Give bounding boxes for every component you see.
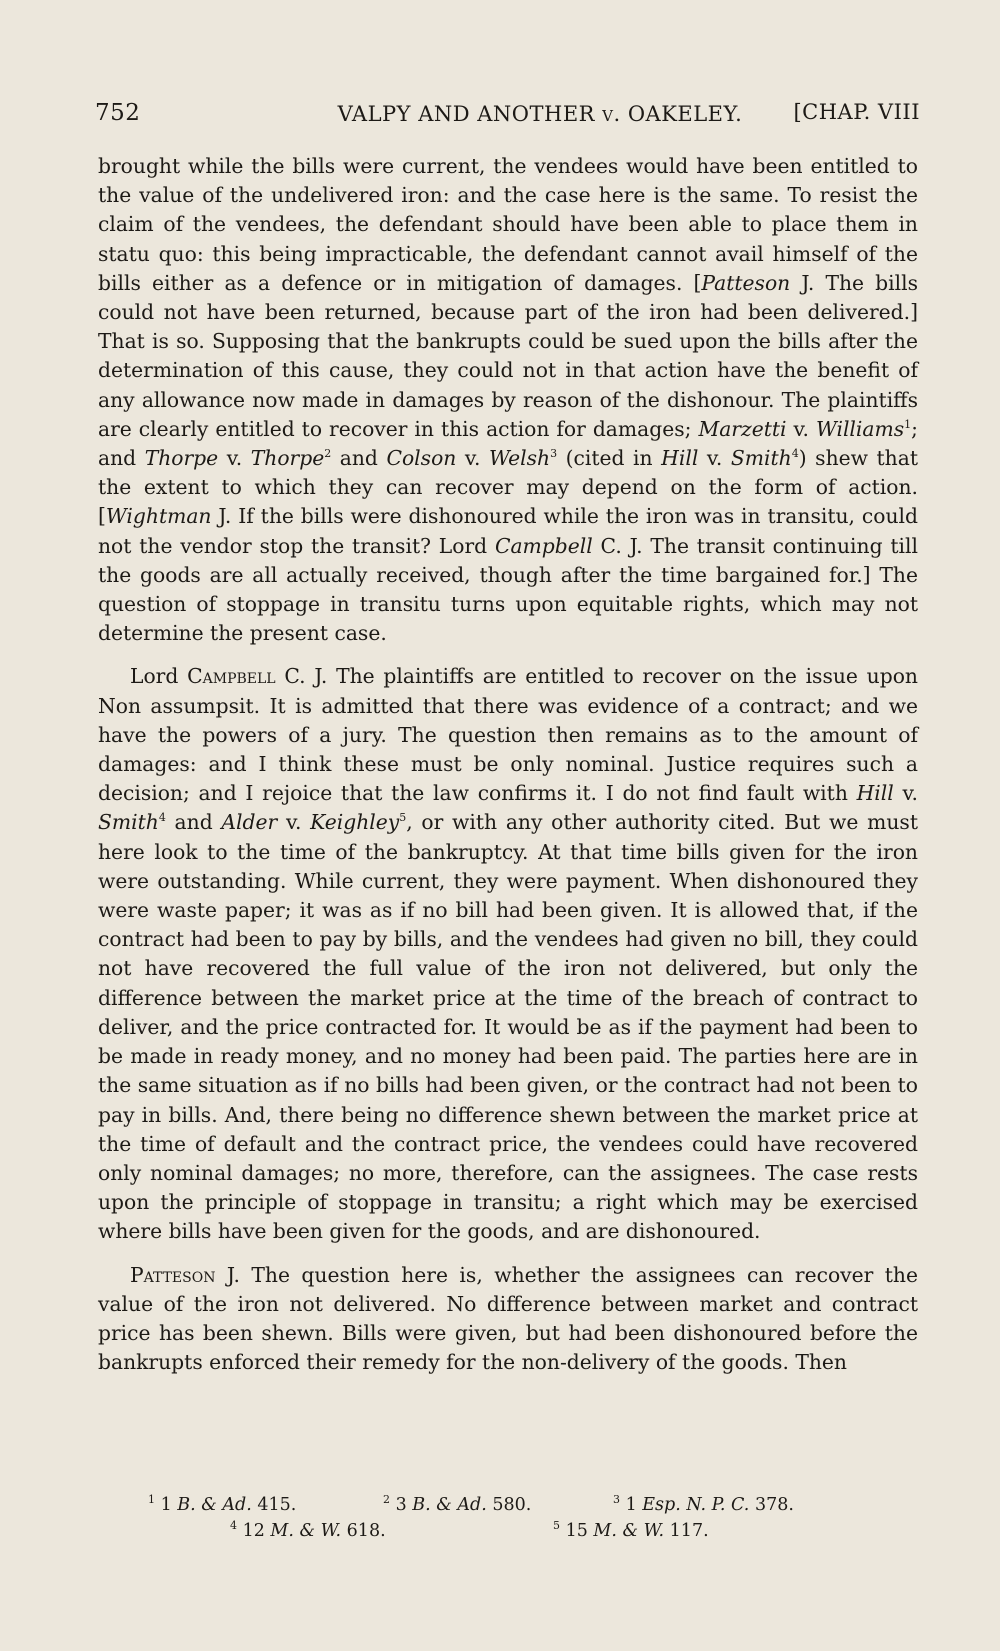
judge-name: Wightman (105, 504, 212, 529)
footnote-row (98, 1492, 918, 1518)
report-abbrev: B. & Ad. (177, 1495, 252, 1515)
text-run: 1 (625, 1495, 643, 1515)
footnote-number: 5 (553, 1519, 560, 1533)
text-run: C. J. The plaintiffs are entitled to recover on the issue upon Non assumpsit. It is admitted that there was evidence of a contract; and we have the powers of a jury. The question then remains as to the amount of damages: and I think these must be only nominal. Justice requires such a decision; and I rejoice that the law confirms it. I do not find fault with (98, 664, 918, 806)
text-run: 1 (160, 1495, 178, 1515)
page-number: 752 (95, 100, 141, 126)
judge-name: Campbell (187, 664, 276, 689)
text-run: (cited in (557, 446, 662, 471)
footnote-ref: 2 (324, 447, 332, 461)
text-run: 15 (565, 1521, 594, 1541)
case-party: Thorpe (144, 446, 219, 471)
case-party: Williams (815, 416, 905, 441)
footnote-ref: 4 (158, 811, 166, 825)
footnote-number: 4 (230, 1519, 237, 1533)
text-run: ) shew that the extent to which they can recover may depend on the form of action. [ (98, 446, 918, 529)
footnote-number: 3 (613, 1493, 620, 1507)
text-run: 618. (341, 1521, 386, 1541)
report-abbrev: M. & W. (270, 1521, 342, 1541)
footnotes (98, 1492, 918, 1544)
report-abbrev: Esp. N. P. C. (642, 1495, 750, 1515)
footnote-ref: 1 (904, 418, 912, 432)
text-run: 117. (664, 1521, 709, 1541)
text-run: v. (456, 446, 489, 471)
footnote-ref: 5 (399, 811, 407, 825)
case-party: Alder (221, 810, 278, 835)
case-party: Colson (386, 446, 457, 471)
paragraph-3 (98, 1261, 918, 1378)
footnote-number: 2 (383, 1493, 390, 1507)
footnote-number: 1 (148, 1493, 155, 1507)
footnote-1 (148, 1492, 296, 1518)
text-run: v. (218, 446, 251, 471)
text-run: 378. (749, 1495, 794, 1515)
text-run: brought while the bills were current, the vendees would have been entitled to the value of the undelivered iron: and the case here is the same. To resist the claim of the vendees, the defendant should have been able to place them in statu quo: this being impracticable, the defendant cannot avail himself of the bills either as a defence or in mitigation of damages. [ (98, 154, 918, 295)
paragraph-2 (98, 662, 918, 1246)
case-party: Keighley (310, 810, 400, 835)
footnote-5 (553, 1518, 709, 1544)
text-run: J. The question here is, whether the assignees can recover the value of the iron not delivered. No difference between market and contract price has been shewn. Bills were given, but had been dishonoured before the bankrupts enforced their remedy for the non-delivery of the goods. Then (98, 1262, 918, 1375)
footnote-2 (383, 1492, 531, 1518)
text-run: ; and (98, 416, 918, 471)
text-run: 580. (486, 1495, 532, 1515)
running-head: VALPY AND ANOTHER v. OAKELEY. (337, 102, 743, 126)
case-party: Hill (856, 781, 894, 806)
text-run: C. J. The transit continuing till the goods are all actually received, though after the time bargained for.] The question of stoppage in transitu turns upon equitable rights, which may not determine the present case. (98, 533, 918, 646)
text-run: 3 (395, 1495, 413, 1515)
footnote-3 (613, 1492, 794, 1518)
text-run: v. (893, 781, 918, 806)
footnote-row (98, 1518, 918, 1544)
text-run: Lord (130, 664, 188, 689)
text-run: and (165, 810, 222, 835)
footnote-ref: 4 (791, 447, 799, 461)
judge-name: Patteson (130, 1262, 216, 1287)
text-run: J. If the bills were dishonoured while the iron was in transitu, could not the vendor stop the transit? Lord (98, 504, 918, 558)
report-abbrev: M. & W. (593, 1521, 665, 1541)
case-party: Thorpe (250, 446, 325, 471)
text-run: v. (786, 416, 816, 441)
case-party: Marzetti (698, 416, 787, 441)
case-party: Smith (98, 810, 159, 835)
text-run: 12 (242, 1521, 271, 1541)
chapter-label: [CHAP. VIII (793, 100, 920, 124)
case-party: Welsh (488, 446, 551, 471)
case-party: Smith (730, 446, 792, 471)
body-text (98, 152, 918, 1377)
text-run: v. (277, 810, 311, 835)
page-header (95, 100, 925, 134)
footnote-4 (230, 1518, 386, 1544)
case-party: Hill (661, 446, 699, 471)
text-run: and (331, 446, 387, 471)
text-run: v. (698, 446, 731, 471)
footnote-ref: 3 (550, 447, 558, 461)
paragraph-1 (98, 152, 918, 648)
text-run: , or with any other authority cited. But we must here look to the time of the bankruptcy. At that time bills given for the iron were outstanding. While current, they were payment. When dishonoured they were waste paper; it was as if no bill had been given. It is allowed that, if the contract had been to pay by bills, and the vendees had given no bill, they could not have recovered the full value of the iron not delivered, but only the difference between the market price at the time of the breach of contract to deliver, and the price contracted for. It would be as if the payment had been to be made in ready money, and no money had been paid. The parties here are in the same situation as if no bills had been given, or the contract had not been to pay in bills. And, there being no difference shewn between the market price at the time of default and the contract price, the vendees could have recovered only nominal damages; no more, therefore, can the assignees. The case rests upon the principle of stoppage in transitu; a right which may be exercised where bills have been given for the goods, and are dishonoured. (98, 810, 918, 1244)
judge-name: Patteson (701, 270, 791, 295)
report-abbrev: B. & Ad. (412, 1495, 487, 1515)
judge-name: Campbell (494, 533, 593, 558)
text-run: J. The bills could not have been returned, because part of the iron had been delivered.] That is so. Supposing that the bankrupts could be sued upon the bills after the determination of this cause, they could not in that action have the benefit of any allowance now made in damages by reason of the dishonour. The plaintiffs are clearly entitled to recover in this action for damages; (98, 270, 918, 441)
text-run: 415. (251, 1495, 297, 1515)
